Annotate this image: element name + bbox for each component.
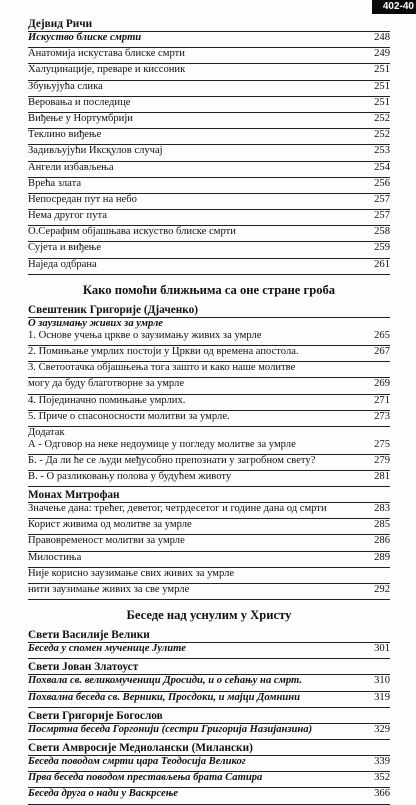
toc-entry-title: Непосредан пут на небо [28,193,137,205]
addendum-entry-list [28,439,390,488]
toc-entry [28,411,390,427]
section1-entry-list [28,32,390,275]
author-heading: Свети Григорије Богослов [28,710,390,724]
toc-entry [28,97,390,113]
subsection-heading: О заузимању живих за умрле [28,317,163,329]
toc-entry-page: 275 [374,438,390,450]
toc-entry-title: Није корисно заузимање свих живих за умрле [28,567,235,579]
table-of-contents [28,16,390,805]
toc-entry [28,788,390,804]
toc-entry-page: 292 [374,584,390,596]
toc-entry-page: 252 [374,112,390,124]
toc-entry-page: 271 [374,394,390,406]
toc-entry-page: 251 [374,80,390,92]
author-heading: Свети Јован Златоуст [28,661,390,675]
author-heading: Свети Амвросије Медиолански (Милански) [28,742,390,756]
toc-entry-page: 259 [374,242,390,254]
toc-entry-title: Сујета и виђење [28,242,102,254]
toc-entry-title: Б. - Да ли ће се људи међусобно препознати у загробном свету? [28,454,316,466]
toc-entry [28,64,390,80]
toc-entry-page: 257 [374,193,390,205]
toc-entry-title: Веровања и последице [28,96,131,108]
toc-entry [28,552,390,568]
toc-entry-title: Врећа злата [28,177,82,189]
toc-entry-title: Похвала св. великомученици Дросиди, и о сећању на смрт. [28,675,303,687]
toc-entry [28,194,390,210]
toc-entry [28,362,390,378]
toc-entry-title: Збуњујућа слика [28,80,103,92]
toc-entry-page: 269 [374,378,390,390]
toc-entry [28,568,390,584]
toc-entry-page: 319 [374,691,390,703]
toc-entry [28,503,390,519]
toc-entry [28,81,390,97]
toc-entry-page: 339 [374,755,390,767]
toc-entry-page: 254 [374,161,390,173]
toc-entry-title: А - Одговор на неке недоумице у погледу молитве за умрле [28,438,296,450]
toc-entry-title: Значење дана: трећег, деветог, четрдесетог и године дана од смрти [28,503,327,515]
toc-entry-page: 301 [374,643,390,655]
toc-entry-page: 310 [374,675,390,687]
toc-entry [28,48,390,64]
toc-entry-title: Похвална беседа св. Верники, Просдоки, и мајци Домнини [28,691,301,703]
toc-entry [28,113,390,129]
toc-entry-title: О.Серафим објашњава искуство блиске смрти [28,226,236,238]
toc-entry [28,756,390,772]
toc-entry [28,210,390,226]
toc-entry-title: Наједа одбрана [28,258,97,270]
toc-entry-page: 261 [374,258,390,270]
author-heading: Дејвид Ричи [28,18,390,32]
toc-entry-title: Корист живима од молитве за умрле [28,519,192,531]
section-heading: Како помоћи ближњима са оне стране гроба [82,282,336,297]
toc-entry-page: 265 [374,329,390,341]
toc-entry-title: могу да буду благотворне за умрле [28,378,185,390]
toc-entry-title: Правовременост молитви за умрле [28,535,185,547]
toc-entry [28,330,390,346]
toc-entry-page: 252 [374,129,390,141]
toc-entry-title: В. - О разликовању полова у будућем животу [28,470,232,482]
toc-entry [28,178,390,194]
toc-entry-title: Беседа поводом смрти цара Теодосија Великог [28,755,246,767]
toc-entry-page: 279 [374,454,390,466]
toc-entry [28,145,390,161]
toc-entry-page: 248 [374,32,390,43]
toc-entry-title: Теклино виђење [28,129,102,141]
toc-entry-page: 285 [374,519,390,531]
toc-entry-title: Анатомија искустава блиске смрти [28,48,185,60]
toc-entry [28,724,390,740]
toc-entry [28,129,390,145]
toc-entry [28,226,390,242]
toc-entry-page: 249 [374,48,390,60]
toc-entry-page: 352 [374,772,390,784]
toc-entry-page: 258 [374,226,390,238]
author-heading: Свештеник Григорије (Дјаченко) [28,304,390,318]
toc-entry-page: 267 [374,346,390,357]
toc-entry-title: Халуцинације, преваре и киссоник [28,64,186,76]
toc-entry-title: Ангели избављења [28,161,114,173]
toc-entry [28,439,390,455]
toc-entry-page: 273 [374,410,390,422]
section2-entry-list-2 [28,503,390,600]
toc-entry-title: 3. Светоотачка објашњења тога зашто и како наше молитве [28,362,296,374]
toc-entry-title: 4. Појединачно помињање умрлих. [28,394,186,406]
toc-entry-title: Нема другог пута [28,210,107,222]
toc-entry [28,519,390,535]
toc-entry-title: Искуство блиске смрти [28,32,142,43]
toc-entry [28,535,390,551]
toc-entry [28,395,390,411]
addendum-label: Додатак [28,426,65,438]
toc-entry-page: 257 [374,210,390,222]
toc-entry [28,378,390,394]
toc-entry-page: 329 [374,723,390,735]
toc-entry-title: Прва беседа поводом престављења брата Сатира [28,772,263,784]
toc-entry-title: Беседа у спомен мученице Јулите [28,643,186,655]
toc-entry-page: 251 [374,96,390,108]
toc-entry [28,259,390,275]
section-heading: Беседе над уснулим у Христу [126,608,292,623]
toc-entry-page: 251 [374,64,390,76]
toc-entry-page: 289 [374,551,390,563]
toc-entry-title: Виђење у Нортумбрији [28,112,133,124]
toc-entry-title: Посмртна беседа Горгонији (сестри Григорија Назијанзина) [28,723,313,735]
toc-entry-page: 366 [374,788,390,800]
toc-entry [28,772,390,788]
toc-entry-page: 281 [374,470,390,482]
section2-entry-list [28,330,390,427]
toc-entry-title: 2. Помињање умрлих постоји у Цркви од времена апостола. [28,346,299,357]
author-heading: Свети Василије Велики [28,629,390,643]
toc-entry-title: Беседа друга о нади у Васкрсење [28,788,178,800]
toc-entry [28,471,390,487]
toc-entry [28,242,390,258]
toc-entry-page: 286 [374,535,390,547]
toc-entry [28,643,390,659]
toc-entry-page: 283 [374,503,390,515]
toc-entry-page: 253 [374,145,390,157]
page-number-badge: 402-40 [372,0,416,14]
toc-entry-page: 256 [374,177,390,189]
toc-entry-title: 5. Приче о спасоносности молитви за умрле. [28,410,230,422]
toc-entry [28,675,390,691]
author-heading: Монах Митрофан [28,489,390,503]
toc-entry [28,584,390,600]
toc-entry [28,692,390,708]
toc-entry-title: нити заузимање живих за све умрле [28,584,190,596]
toc-entry-title: Милостиња [28,551,82,563]
toc-entry [28,346,390,362]
toc-entry [28,455,390,471]
toc-entry-title: Задивљујући Иксқулов случај [28,145,163,157]
toc-entry [28,162,390,178]
toc-entry-title: 1. Основе учења цркве о заузимању живих за умрле [28,329,262,341]
toc-entry [28,32,390,48]
section3-groups [28,629,390,804]
